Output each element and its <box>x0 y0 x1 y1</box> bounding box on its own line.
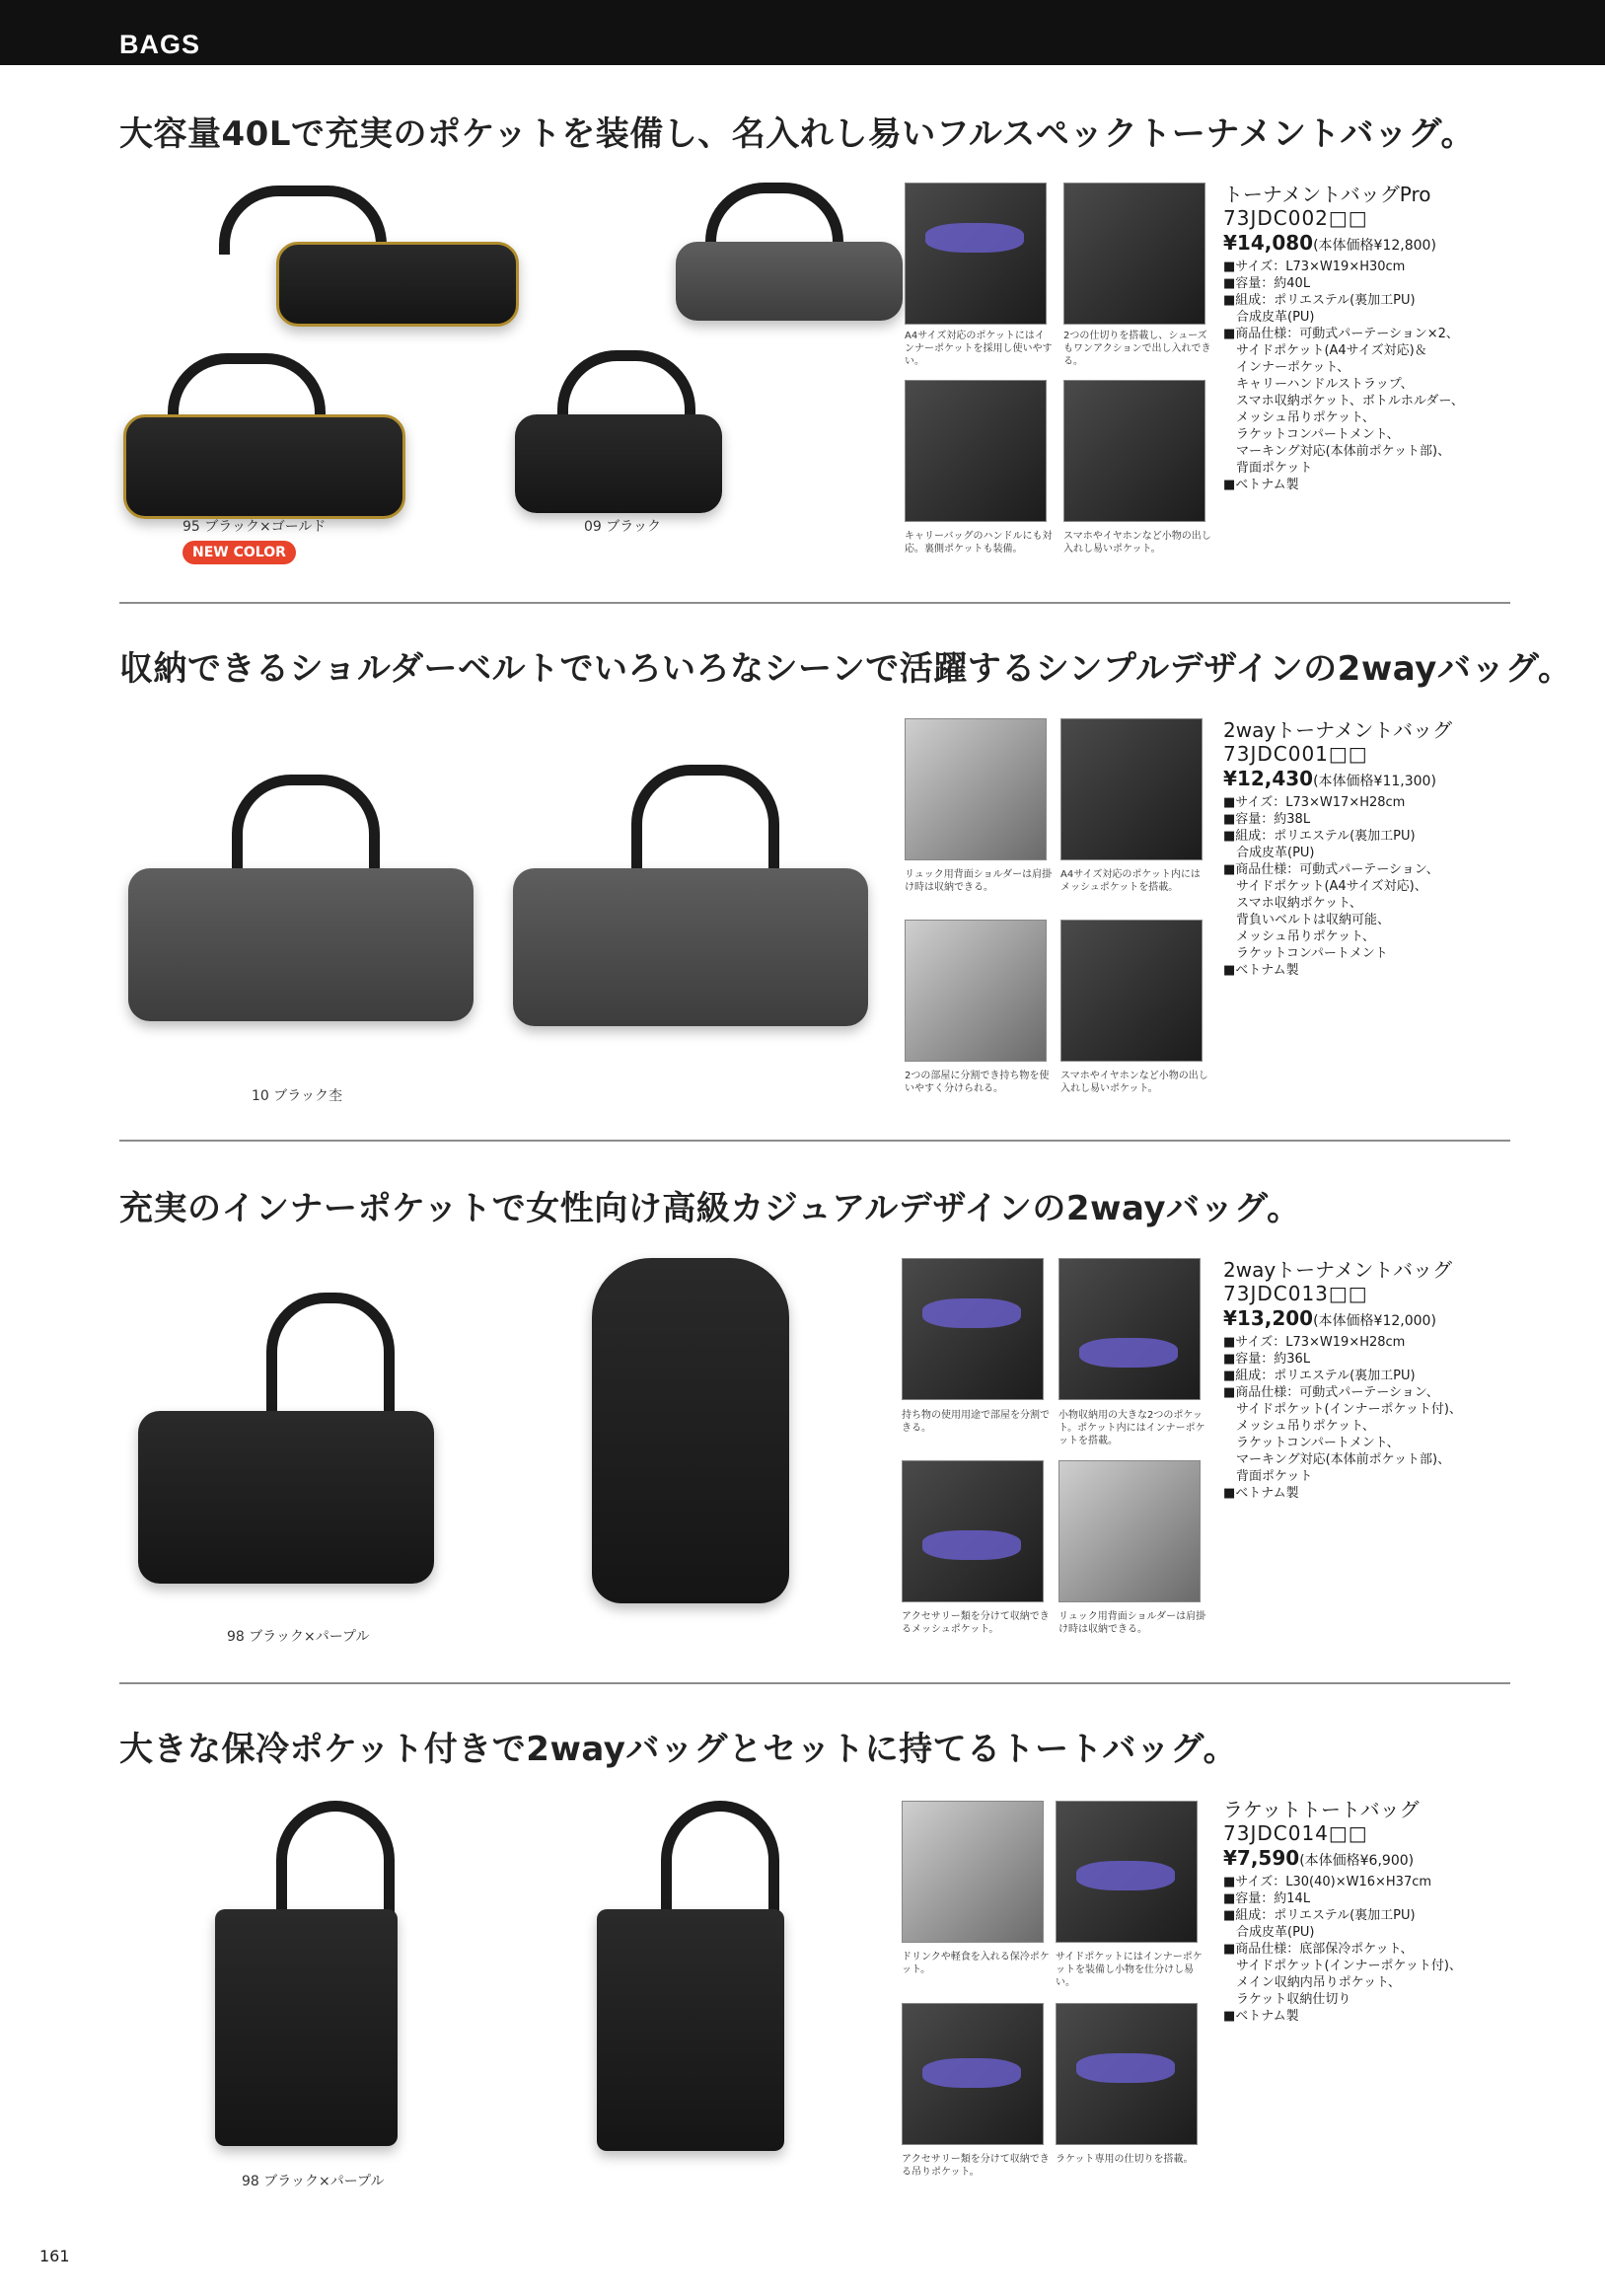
section-2-headline: 収納できるショルダーベルトでいろいろなシーンで活躍するシンプルデザインの2wayバッグ。 <box>119 649 1572 689</box>
product-price: ¥7,590(本体価格¥6,900) <box>1223 1846 1415 1870</box>
section-3-headline: 充実のインナーポケットで女性向け高級カジュアルデザインの2wayバッグ。 <box>119 1189 1301 1228</box>
bag-image-strap <box>266 1293 395 1421</box>
feature-caption: 持ち物の使用用途で部屋を分割できる。 <box>902 1410 1050 1434</box>
bag-image-98-tournament <box>138 1411 434 1584</box>
product-code: 73JDC001□□ <box>1223 742 1368 766</box>
bag-image-10-front <box>128 868 474 1021</box>
bag-image-strap <box>232 775 380 883</box>
color-label: 95 ブラック×ゴールド <box>182 519 327 535</box>
feature-caption: 小物収納用の大きな2つのポケット。ポケット内にはインナーポケットを搭載。 <box>1058 1410 1205 1446</box>
color-label: 98 ブラック×パープル <box>242 2174 385 2189</box>
product-price: ¥14,080(本体価格¥12,800) <box>1223 231 1436 255</box>
spec-list: ■サイズ：L73×W19×H28cm ■容量：約36L ■組成：ポリエステル(裏加工PU) ■商品仕様：可動式パーテーション、 サイドポケット(インナーポケット付)、 メッシュ吊りポケット、 ラケットコンパートメント、 マーキング対応(本体前ポケット部)、 背面ポケット ■ベトナム製 <box>1223 1335 1462 1501</box>
bag-image-strap <box>631 765 779 883</box>
feature-photo <box>1063 380 1205 522</box>
feature-photo <box>902 1258 1044 1400</box>
bag-image-98-tote-back <box>597 1909 784 2151</box>
product-name: 2wayトーナメントバッグ <box>1223 1258 1452 1282</box>
bag-image-95-back <box>276 242 519 327</box>
feature-caption: サイドポケットにはインナーポケットを装備し小物を仕分けし易い。 <box>1056 1952 1203 1988</box>
feature-photo <box>902 1801 1044 1943</box>
page-number: 161 <box>39 2247 70 2265</box>
feature-photo <box>1063 183 1205 325</box>
product-name: トーナメントバッグPro <box>1223 183 1431 206</box>
product-info <box>1223 718 1559 979</box>
feature-caption: リュック用背面ショルダーは肩掛け時は収納できる。 <box>905 869 1053 893</box>
bag-image-98-backpack <box>592 1258 789 1603</box>
feature-caption: リュック用背面ショルダーは肩掛け時は収納できる。 <box>1058 1611 1206 1635</box>
page-category-title: BAGS <box>119 30 201 59</box>
feature-caption: 2つの仕切りを搭載し、シューズもワンアクションで出し入れできる。 <box>1063 331 1211 367</box>
feature-photo <box>1056 1801 1198 1943</box>
section-divider <box>119 602 1510 604</box>
product-code: 73JDC002□□ <box>1223 206 1368 230</box>
feature-caption: A4サイズ対応のポケット内にはメッシュポケットを搭載。 <box>1060 869 1201 893</box>
feature-caption: スマホやイヤホンなど小物の出し入れし易いポケット。 <box>1060 1071 1208 1094</box>
feature-caption: ドリンクや軽食を入れる保冷ポケット。 <box>902 1952 1050 1975</box>
feature-photo <box>905 380 1047 522</box>
feature-photo <box>1058 1258 1201 1400</box>
product-price: ¥13,200(本体価格¥12,000) <box>1223 1306 1436 1330</box>
product-code: 73JDC014□□ <box>1223 1821 1368 1845</box>
feature-caption: ラケット専用の仕切りを搭載。 <box>1056 2154 1194 2165</box>
feature-caption: 2つの部屋に分割でき持ち物を使いやすく分けられる。 <box>905 1071 1050 1094</box>
color-label: 98 ブラック×パープル <box>227 1629 370 1645</box>
section-divider <box>119 1682 1510 1684</box>
product-info <box>1223 183 1559 493</box>
feature-caption: アクセサリー類を分けて収納できるメッシュポケット。 <box>902 1611 1050 1635</box>
spec-list: ■サイズ：L30(40)×W16×H37cm ■容量：約14L ■組成：ポリエステル(裏加工PU) 合成皮革(PU) ■商品仕様：底部保冷ポケット、 サイドポケット(インナーポケット付)、 メイン収納内吊りポケット、 ラケット収納仕切り ■ベトナム製 <box>1223 1875 1462 2024</box>
feature-photo <box>902 2003 1044 2145</box>
feature-caption: アクセサリー類を分けて収納できる吊りポケット。 <box>902 2154 1050 2178</box>
feature-photo <box>905 718 1047 860</box>
feature-photo <box>1058 1460 1201 1602</box>
header-bar <box>0 0 1605 65</box>
feature-photo <box>1056 2003 1198 2145</box>
product-code: 73JDC013□□ <box>1223 1282 1368 1305</box>
section-4-headline: 大きな保冷ポケット付きで2wayバッグとセットに持てるトートバッグ。 <box>119 1730 1238 1769</box>
product-price: ¥12,430(本体価格¥11,300) <box>1223 767 1436 790</box>
feature-caption: A4サイズ対応のポケットにはインナーポケットを採用し使いやすい。 <box>905 331 1053 367</box>
feature-photo <box>905 183 1047 325</box>
color-label: 09 ブラック <box>584 519 661 535</box>
bag-image-98-tote-front <box>215 1909 398 2146</box>
spec-list: ■サイズ：L73×W19×H30cm ■容量：約40L ■組成：ポリエステル(裏加工PU) 合成皮革(PU) ■商品仕様：可動式パーテーション×2、 サイドポケット(A4サイズ対応)＆ インナーポケット、 キャリーハンドルストラップ、 スマホ収納ポケット、ボトルホルダー、 メッシュ吊りポケット、 ラケットコンパートメント、 マーキング対応(本体前ポケット部)、 背面ポケット ■ベトナム製 <box>1223 259 1464 492</box>
feature-caption: キャリーバッグのハンドルにも対応。裏側ポケットも装備。 <box>905 531 1053 555</box>
bag-image-09-front <box>515 414 722 513</box>
color-label: 10 ブラック杢 <box>252 1088 342 1104</box>
bag-image-10-back <box>513 868 868 1026</box>
product-name: 2wayトーナメントバッグ <box>1223 718 1452 742</box>
feature-photo <box>1060 920 1203 1062</box>
feature-caption: スマホやイヤホンなど小物の出し入れし易いポケット。 <box>1063 531 1211 555</box>
bag-image-09-back <box>676 242 903 321</box>
spec-list: ■サイズ：L73×W17×H28cm ■容量：約38L ■組成：ポリエステル(裏加工PU) 合成皮革(PU) ■商品仕様：可動式パーテーション、 サイドポケット(A4サイズ対応)、 スマホ収納ポケット、 背負いベルトは収納可能、 メッシュ吊りポケット、 ラケットコンパートメント ■ベトナム製 <box>1223 795 1439 978</box>
product-info <box>1223 1798 1559 2025</box>
feature-photo <box>902 1460 1044 1602</box>
section-divider <box>119 1140 1510 1142</box>
bag-image-95-front <box>123 414 405 519</box>
section-1-headline: 大容量40Lで充実のポケットを装備し、名入れし易いフルスペックトーナメントバッグ。 <box>119 114 1475 154</box>
product-info <box>1223 1258 1559 1502</box>
feature-photo <box>905 920 1047 1062</box>
new-color-badge: NEW COLOR <box>182 541 296 564</box>
product-name: ラケットトートバッグ <box>1223 1798 1420 1821</box>
feature-photo <box>1060 718 1203 860</box>
